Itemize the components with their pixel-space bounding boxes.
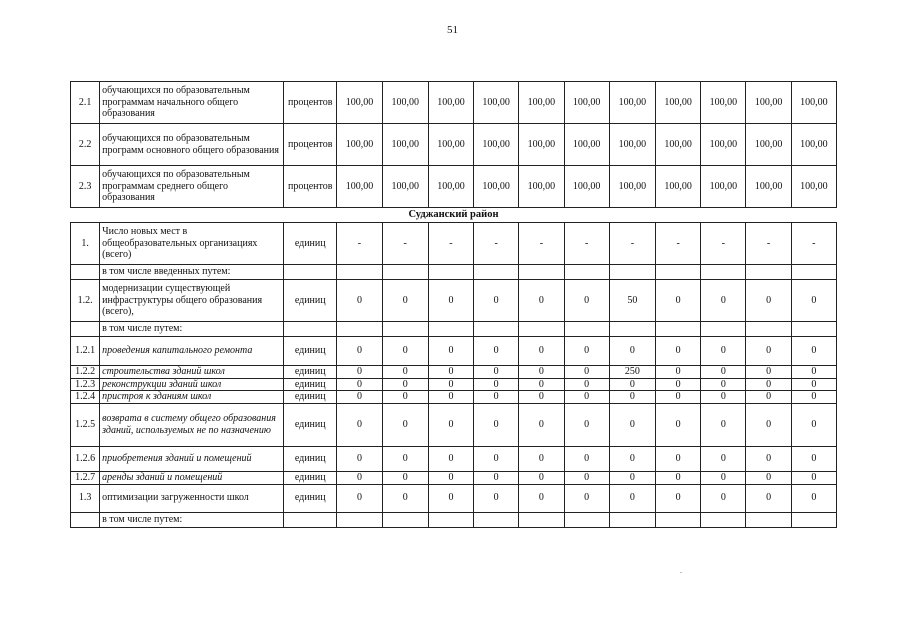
value-cell [701,512,746,527]
value-cell [656,265,701,280]
value-cell: 100,00 [564,166,609,208]
value-cell: 100,00 [428,166,473,208]
value-cell: 0 [382,446,428,471]
row-number: 1.2.5 [71,403,100,446]
unit-cell: единиц [284,403,337,446]
value-cell: 0 [564,391,609,404]
row-number [71,322,100,337]
value-cell [337,512,382,527]
indicator-name: в том числе путем: [100,512,284,527]
value-cell: 0 [564,378,609,391]
value-cell: 0 [701,471,746,484]
table-row [71,265,837,280]
value-cell: 0 [656,378,701,391]
value-cell: 100,00 [337,82,382,124]
value-cell: 0 [337,378,382,391]
value-cell: 0 [746,378,791,391]
value-cell [382,322,428,337]
value-cell [609,322,655,337]
value-cell: 0 [428,366,473,379]
value-cell: 0 [701,446,746,471]
value-cell: 100,00 [609,166,655,208]
value-cell: 0 [746,337,791,366]
value-cell: 0 [746,280,791,322]
value-cell: 0 [428,391,473,404]
value-cell: 0 [474,378,519,391]
value-cell: 100,00 [382,124,428,166]
value-cell: 0 [746,484,791,512]
value-cell [382,512,428,527]
value-cell: 0 [564,471,609,484]
value-cell: 0 [656,484,701,512]
value-cell: 0 [609,484,655,512]
unit-cell: единиц [284,337,337,366]
section-title: Суджанский район [408,209,499,221]
page-number: 51 [447,24,458,36]
value-cell [746,322,791,337]
value-cell: 0 [428,280,473,322]
row-number [71,512,100,527]
value-cell: 0 [428,403,473,446]
table-row [71,322,837,337]
value-cell: 100,00 [564,124,609,166]
value-cell: 0 [609,446,655,471]
value-cell: 0 [337,484,382,512]
value-cell: 100,00 [656,82,701,124]
value-cell: 0 [474,337,519,366]
table-row [71,280,837,322]
value-cell: 0 [746,391,791,404]
value-cell: 0 [382,378,428,391]
value-cell: 0 [382,280,428,322]
indicator-name: обучающихся по образовательным программ основного общего образования [100,124,284,166]
value-cell [428,512,473,527]
value-cell: 250 [609,366,655,379]
indicator-name: в том числе путем: [100,322,284,337]
value-cell: - [746,223,791,265]
value-cell: 100,00 [474,124,519,166]
value-cell [564,322,609,337]
value-cell: 0 [746,446,791,471]
value-cell: 0 [382,484,428,512]
indicator-name: пристроя к зданиям школ [100,391,284,404]
value-cell: 0 [382,471,428,484]
row-number: 1.2. [71,280,100,322]
row-number: 1.3 [71,484,100,512]
indicator-name: реконструкции зданий школ [100,378,284,391]
value-cell: 100,00 [519,124,564,166]
table-row [71,446,837,471]
value-cell [564,512,609,527]
value-cell: 0 [428,337,473,366]
table-row [71,366,837,379]
value-cell [609,512,655,527]
unit-cell [284,512,337,527]
table-row [71,337,837,366]
value-cell: 0 [382,403,428,446]
value-cell [746,512,791,527]
row-number: 1.2.4 [71,391,100,404]
value-cell: 100,00 [701,166,746,208]
table-row [71,484,837,512]
value-cell: 100,00 [337,166,382,208]
value-cell: 0 [701,403,746,446]
value-cell: 100,00 [382,82,428,124]
table-row [71,403,837,446]
table-row [71,124,837,166]
value-cell: 100,00 [474,166,519,208]
indicator-name: проведения капитального ремонта [100,337,284,366]
value-cell: 0 [564,484,609,512]
unit-cell [284,265,337,280]
value-cell: 0 [701,484,746,512]
value-cell: - [791,223,836,265]
value-cell: 0 [519,403,564,446]
value-cell: 0 [519,378,564,391]
unit-cell: единиц [284,484,337,512]
value-cell [519,322,564,337]
value-cell: 0 [474,446,519,471]
value-cell: 0 [746,366,791,379]
value-cell [701,265,746,280]
unit-cell: единиц [284,366,337,379]
value-cell: 0 [519,446,564,471]
value-cell [791,265,836,280]
value-cell: - [564,223,609,265]
value-cell: 100,00 [656,166,701,208]
value-cell [428,322,473,337]
row-number: 1.2.7 [71,471,100,484]
value-cell: 0 [656,280,701,322]
table-row [71,512,837,527]
value-cell: 0 [609,391,655,404]
value-cell: 0 [791,391,836,404]
value-cell: 0 [428,484,473,512]
value-cell: 0 [382,366,428,379]
unit-cell: единиц [284,471,337,484]
unit-cell: единиц [284,280,337,322]
value-cell: 0 [656,391,701,404]
value-cell: 0 [428,446,473,471]
value-cell: 0 [701,366,746,379]
value-cell: 0 [337,337,382,366]
value-cell: 0 [428,471,473,484]
indicator-name: оптимизации загруженности школ [100,484,284,512]
table-row [71,223,837,265]
value-cell [791,512,836,527]
unit-cell: единиц [284,223,337,265]
value-cell: 0 [382,337,428,366]
value-cell [656,322,701,337]
value-cell: 0 [474,484,519,512]
value-cell: 50 [609,280,655,322]
value-cell: 0 [337,446,382,471]
indicator-name: аренды зданий и помещений [100,471,284,484]
value-cell: 0 [564,280,609,322]
value-cell: - [382,223,428,265]
value-cell [746,265,791,280]
table-row [71,471,837,484]
value-cell: 0 [564,366,609,379]
value-cell: 0 [564,337,609,366]
value-cell: 100,00 [428,82,473,124]
value-cell: 0 [337,403,382,446]
indicator-name: модернизации существующей инфраструктуры общего образования (всего), [100,280,284,322]
value-cell: 0 [474,391,519,404]
value-cell [656,512,701,527]
value-cell: 100,00 [746,82,791,124]
row-number: 1.2.2 [71,366,100,379]
value-cell: 0 [791,403,836,446]
value-cell: 0 [564,446,609,471]
value-cell: 100,00 [519,166,564,208]
value-cell [337,265,382,280]
row-number: 2.1 [71,82,100,124]
value-cell: 0 [701,391,746,404]
indicator-name: возврата в систему общего образования зданий, используемых не по назначению [100,403,284,446]
value-cell [474,322,519,337]
indicator-name: Число новых мест в общеобразовательных организациях (всего) [100,223,284,265]
value-cell: 0 [656,337,701,366]
unit-cell: единиц [284,391,337,404]
value-cell: - [609,223,655,265]
value-cell: 0 [791,366,836,379]
value-cell: - [701,223,746,265]
value-cell: 100,00 [564,82,609,124]
indicator-name: приобретения зданий и помещений [100,446,284,471]
value-cell: 0 [564,403,609,446]
value-cell [519,512,564,527]
value-cell: 0 [519,366,564,379]
unit-cell: процентов [284,166,337,208]
value-cell: 0 [746,471,791,484]
table-row [71,166,837,208]
value-cell [701,322,746,337]
value-cell: 100,00 [701,82,746,124]
value-cell: 100,00 [746,124,791,166]
value-cell [382,265,428,280]
value-cell: 0 [337,391,382,404]
unit-cell: процентов [284,124,337,166]
value-cell: 100,00 [428,124,473,166]
value-cell: 0 [791,337,836,366]
value-cell: 0 [519,337,564,366]
value-cell: 0 [382,391,428,404]
value-cell: 0 [519,484,564,512]
table-row [71,378,837,391]
value-cell: 100,00 [701,124,746,166]
unit-cell [284,322,337,337]
value-cell: 0 [656,446,701,471]
value-cell: 0 [519,471,564,484]
row-number: 2.2 [71,124,100,166]
value-cell [609,265,655,280]
value-cell: - [519,223,564,265]
value-cell: 0 [609,378,655,391]
scan-speck [680,572,682,573]
value-cell: 100,00 [519,82,564,124]
value-cell [791,322,836,337]
indicator-name: обучающихся по образовательным программам начального общего образования [100,82,284,124]
unit-cell: процентов [284,82,337,124]
row-number [71,265,100,280]
row-number: 1.2.3 [71,378,100,391]
value-cell: 100,00 [609,82,655,124]
value-cell: 100,00 [609,124,655,166]
value-cell: 100,00 [382,166,428,208]
indicators-table [70,81,837,528]
value-cell: 0 [701,337,746,366]
row-number: 2.3 [71,166,100,208]
value-cell: 0 [791,484,836,512]
value-cell: 0 [519,280,564,322]
value-cell: - [656,223,701,265]
value-cell: 0 [791,378,836,391]
value-cell [474,512,519,527]
value-cell: 0 [791,471,836,484]
row-number: 1.2.1 [71,337,100,366]
value-cell [428,265,473,280]
unit-cell: единиц [284,378,337,391]
value-cell: 100,00 [791,82,836,124]
value-cell: - [474,223,519,265]
section-row [71,208,837,223]
value-cell: 0 [656,471,701,484]
table-row [71,391,837,404]
value-cell [564,265,609,280]
indicator-name: обучающихся по образовательным программам среднего общего образования [100,166,284,208]
unit-cell: единиц [284,446,337,471]
value-cell [337,322,382,337]
value-cell: 100,00 [337,124,382,166]
row-number: 1.2.6 [71,446,100,471]
indicator-name: строительства зданий школ [100,366,284,379]
value-cell: 0 [519,391,564,404]
value-cell: 100,00 [656,124,701,166]
value-cell: 0 [337,366,382,379]
value-cell: 0 [701,378,746,391]
value-cell: 0 [474,403,519,446]
value-cell: 100,00 [474,82,519,124]
value-cell: 0 [791,446,836,471]
value-cell: - [337,223,382,265]
value-cell: 0 [474,471,519,484]
value-cell: 0 [791,280,836,322]
value-cell: 0 [337,280,382,322]
value-cell [519,265,564,280]
value-cell: 0 [474,280,519,322]
value-cell: 0 [701,280,746,322]
row-number: 1. [71,223,100,265]
value-cell: 0 [609,403,655,446]
value-cell: 100,00 [791,124,836,166]
value-cell: 0 [656,403,701,446]
indicator-name: в том числе введенных путем: [100,265,284,280]
value-cell: 100,00 [791,166,836,208]
value-cell: 0 [656,366,701,379]
value-cell: 0 [337,471,382,484]
value-cell: 0 [746,403,791,446]
value-cell [474,265,519,280]
value-cell: 0 [609,337,655,366]
value-cell: 0 [428,378,473,391]
value-cell: 100,00 [746,166,791,208]
table-row [71,82,837,124]
value-cell: 0 [474,366,519,379]
value-cell: - [428,223,473,265]
value-cell: 0 [609,471,655,484]
